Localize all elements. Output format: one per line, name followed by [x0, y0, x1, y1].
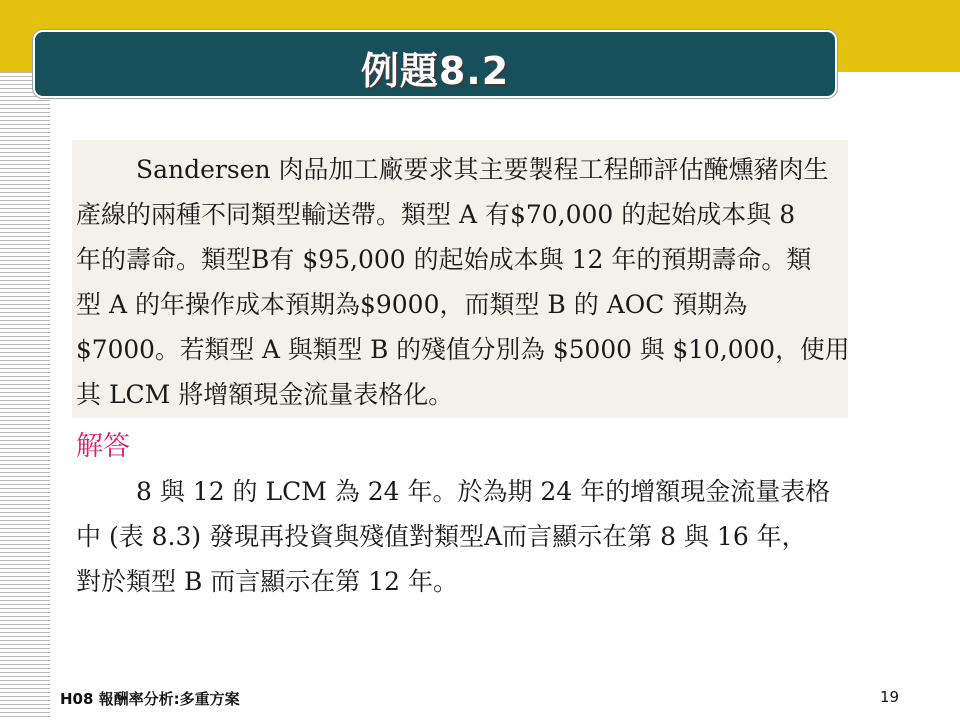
- problem-line-4: 型 A 的年操作成本預期為$9000，而類型 B 的 AOC 預期為: [76, 290, 748, 319]
- page-number: 19: [880, 688, 900, 706]
- answer-line-2: 中 (表 8.3) 發現再投資與殘值對類型A而言顯示在第 8 與 16 年，: [76, 522, 807, 551]
- problem-line-1: Sandersen 肉品加工廠要求其主要製程工程師評估醃燻豬肉生: [136, 155, 829, 184]
- problem-line-3: 年的壽命。類型B有 $95,000 的起始成本與 12 年的預期壽命。類: [76, 245, 812, 274]
- problem-line-6: 其 LCM 將增額現金流量表格化。: [76, 380, 454, 409]
- problem-line-5: $7000。若類型 A 與類型 B 的殘值分別為 $5000 與 $10,000，使用: [76, 335, 850, 364]
- slide-title: 例題8.2: [360, 49, 510, 93]
- answer-line-1: 8 與 12 的 LCM 為 24 年。於為期 24 年的增額現金流量表格: [136, 477, 831, 506]
- problem-line-2: 產線的兩種不同類型輸送帶。類型 A 有$70,000 的起始成本與 8: [76, 200, 796, 229]
- footer-course-title: H08 報酬率分析:多重方案: [60, 690, 240, 708]
- answer-line-3: 對於類型 B 而言顯示在第 12 年。: [76, 567, 458, 596]
- answer-label: 解答: [76, 431, 130, 462]
- title-bar: [33, 30, 837, 98]
- left-stripe-decor: [0, 72, 50, 720]
